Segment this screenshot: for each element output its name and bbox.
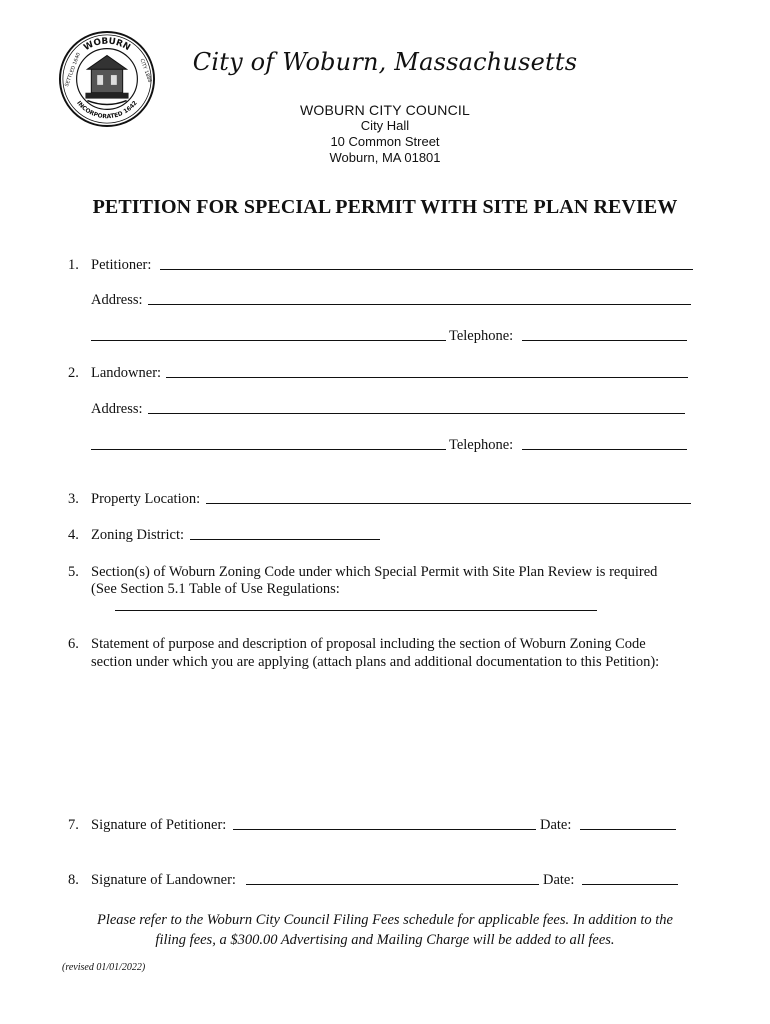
petitioner-label: Petitioner: [91, 257, 152, 273]
item-7-number: 7. [68, 817, 79, 833]
statement-text-line-2: section under which you are applying (attach plans and additional documentation to this Petition): [91, 654, 660, 670]
address-line-3: Woburn, MA 01801 [329, 150, 441, 165]
fees-note [0, 910, 770, 950]
council-name: WOBURN CITY COUNCIL [300, 102, 470, 118]
zoning-district-field[interactable] [190, 539, 380, 540]
petitioner-address-label: Address: [91, 292, 143, 308]
landowner-date-field[interactable] [582, 884, 678, 885]
seal-bottom-text: INCORPORATED 1642 [75, 100, 139, 121]
landowner-field[interactable] [166, 377, 688, 378]
landowner-signature-label: Signature of Landowner: [91, 872, 236, 888]
revised-date: (revised 01/01/2022) [62, 962, 146, 973]
statement-text-line-1: Statement of purpose and description of proposal including the section of Woburn Zoning Code [91, 636, 646, 652]
city-title: City of Woburn, Massachusetts [192, 48, 578, 76]
seal-right-text: CITY 1888 [138, 58, 153, 84]
item-3-number: 3. [68, 491, 79, 507]
form-title: PETITION FOR SPECIAL PERMIT WITH SITE PLAN REVIEW [92, 196, 678, 218]
landowner-address-field[interactable] [148, 413, 685, 414]
item-5-number: 5. [68, 564, 79, 580]
item-1-number: 1. [68, 257, 79, 273]
landowner-telephone-label: Telephone: [449, 437, 514, 453]
address-line-2: 10 Common Street [330, 134, 440, 149]
seal-top-text: WOBURN [82, 36, 132, 54]
petitioner-address-field[interactable] [148, 304, 691, 305]
petitioner-address-line2-field[interactable] [91, 340, 446, 341]
landowner-signature-field[interactable] [246, 884, 539, 885]
item-8-number: 8. [68, 872, 79, 888]
petitioner-signature-label: Signature of Petitioner: [91, 817, 227, 833]
landowner-date-label: Date: [543, 872, 575, 888]
petitioner-telephone-label: Telephone: [449, 328, 514, 344]
address-line-1: City Hall [360, 118, 410, 133]
landowner-address-label: Address: [91, 401, 143, 417]
landowner-telephone-field[interactable] [522, 449, 687, 450]
seal-left-text: SETTLED 1640 [64, 51, 82, 88]
svg-text:WOBURN [82, 37, 132, 54]
property-location-label: Property Location: [91, 491, 201, 507]
item-2-number: 2. [68, 365, 79, 381]
fees-note-line-2: filing fees, a $300.00 Advertising and Mailing Charge will be added to all fees. [155, 932, 615, 948]
item-4-number: 4. [68, 527, 79, 543]
sections-field[interactable] [115, 610, 597, 611]
statement-area[interactable] [91, 678, 691, 798]
petitioner-telephone-field[interactable] [522, 340, 687, 341]
petitioner-signature-field[interactable] [233, 829, 536, 830]
council-block [0, 102, 770, 166]
sections-text-line-2: (See Section 5.1 Table of Use Regulations: [91, 581, 340, 597]
sections-text-line-1: Section(s) of Woburn Zoning Code under which Special Permit with Site Plan Review is required [91, 564, 658, 580]
landowner-label: Landowner: [91, 365, 162, 381]
petitioner-field[interactable] [160, 269, 693, 270]
zoning-district-label: Zoning District: [91, 527, 185, 543]
property-location-field[interactable] [206, 503, 691, 504]
petitioner-date-field[interactable] [580, 829, 676, 830]
landowner-address-line2-field[interactable] [91, 449, 446, 450]
petitioner-date-label: Date: [540, 817, 572, 833]
fees-note-line-1: Please refer to the Woburn City Council Filing Fees schedule for applicable fees. In addition to the [96, 912, 673, 928]
item-6-number: 6. [68, 636, 79, 652]
